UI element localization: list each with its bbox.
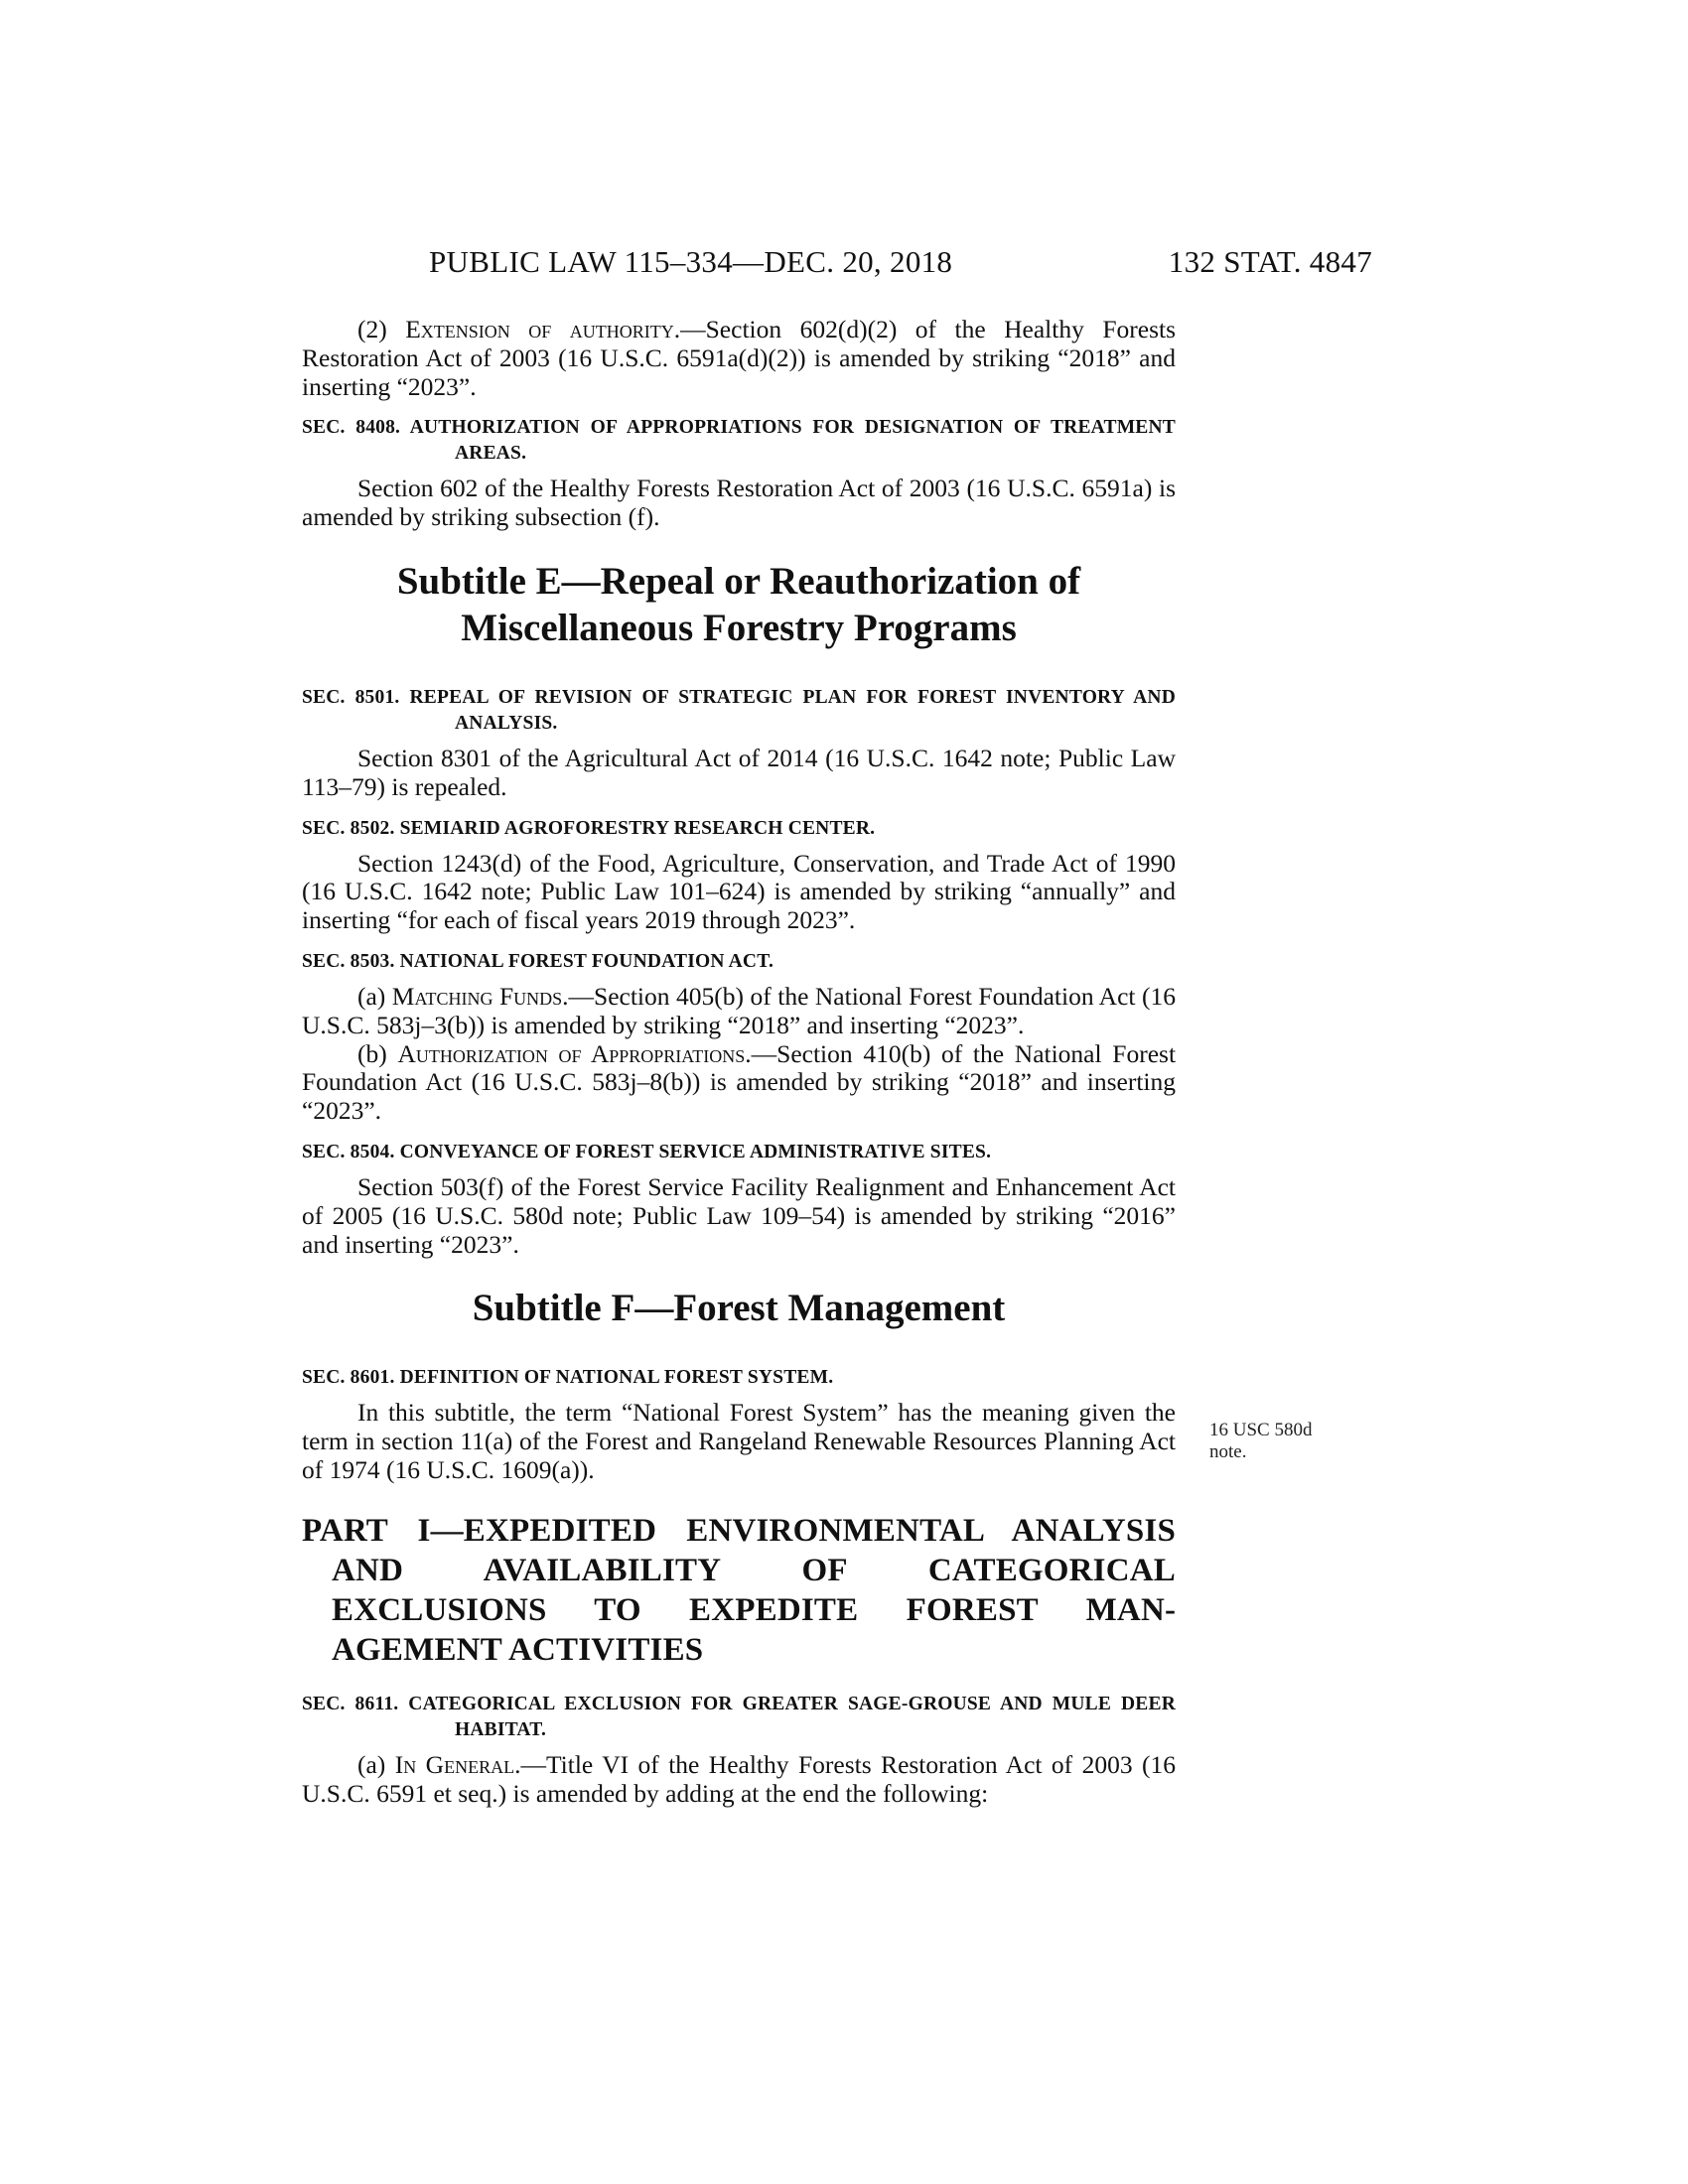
subtitle-f-heading: Subtitle F—Forest Management — [472, 1287, 1006, 1330]
section-heading-8408: SEC. 8408. AUTHORIZATION OF APPROPRIATIONS FOR DESIGNATION OF TREATMENT AREAS. — [302, 417, 1176, 465]
running-head — [429, 244, 1372, 284]
law-title: PUBLIC LAW 115–334—DEC. 20, 2018 — [429, 244, 953, 279]
section-text-8408: Section 602 of the Healthy Forests Restoration Act of 2003 (16 U.S.C. 6591a) is amended by striking subsection (f). — [302, 474, 1176, 532]
section-heading-8502: SEC. 8502. SEMIARID AGROFORESTRY RESEARCH CENTER. — [302, 817, 876, 839]
section-heading-8501: SEC. 8501. REPEAL OF REVISION OF STRATEGIC PLAN FOR FOREST INVENTORY AND ANALYSIS. — [302, 686, 1176, 734]
section-text-8601: In this subtitle, the term “National Forest System” has the meaning given the term in section 11(a) of the Forest and Rangeland Renewable Resources Planning Act of 1974 (16 U.S.C. 1609(a)). — [302, 1398, 1176, 1484]
margin-note: 16 USC 580d note. — [1209, 1420, 1313, 1462]
section-heading-8601: SEC. 8601. DEFINITION OF NATIONAL FOREST SYSTEM. — [302, 1367, 834, 1389]
subsection-in-general: (a) In General.—Title VI of the Healthy Forests Restoration Act of 2003 (16 U.S.C. 6591 et seq.) is amended by adding at the end the following: — [302, 1749, 1177, 1808]
section-text-8501: Section 8301 of the Agricultural Act of 2014 (16 U.S.C. 1642 note; Public Law 113–79) is repealed. — [302, 743, 1176, 801]
section-heading-8504: SEC. 8504. CONVEYANCE OF FOREST SERVICE ADMINISTRATIVE SITES. — [302, 1141, 992, 1162]
section-heading-8611: SEC. 8611. CATEGORICAL EXCLUSION FOR GREATER SAGE-GROUSE AND MULE DEER HABITAT. — [302, 1693, 1176, 1740]
subsection-heading: Authorization of Appropriations — [397, 1038, 746, 1068]
subtitle-e-heading: Subtitle E—Repeal or Reauthorization of Miscellaneous Forestry Programs — [396, 559, 1081, 649]
paragraph-heading: Extension of authority — [405, 315, 674, 343]
statute-page-number: 132 STAT. 4847 — [1168, 244, 1372, 279]
section-heading-8503: SEC. 8503. NATIONAL FOREST FOUNDATION ACT. — [302, 950, 774, 972]
part-i-heading: PART I—EXPEDITED ENVIRONMENTAL ANALYSIS AND AVAILABILITY OF CATEGORICAL EXCLUSIONS TO EXPEDITE FOREST MANAGEMENT ACTIVITIES — [302, 1512, 1176, 1668]
section-text-8504: Section 503(f) of the Forest Service Facility Realignment and Enhancement Act of 2005 (16 U.S.C. 580d note; Public Law 109–54) is amended by striking “2016” and inserting “2023”. — [302, 1171, 1176, 1259]
subsection-authorization: (b) Authorization of Appropriations.—Section 410(b) of the National Forest Foundation Act (16 U.S.C. 583j–8(b)) is amended by striking “2018” and inserting “2023”. — [302, 1038, 1177, 1126]
subsection-matching-funds: (a) Matching Funds.—Section 405(b) of the National Forest Foundation Act (16 U.S.C. 583j–3(b)) is amended by striking “2018” and inserting “2023”. — [302, 981, 1176, 1039]
paragraph-extension-of-authority: (2) Extension of authority.—Section 602(d)(2) of the Healthy Forests Restoration Act of 2003 (16 U.S.C. 6591a(d)(2)) is amended by striking “2018” and inserting “2023”. — [302, 315, 1177, 401]
body-column — [302, 316, 1176, 1808]
section-text-8502: Section 1243(d) of the Food, Agriculture, Conservation, and Trade Act of 1990 (16 U.S.C. 1642 note; Public Law 101–624) is amended by striking “annually” and inserting “for each of fiscal years 2019 through 2023”. — [302, 848, 1176, 935]
subsection-heading: In General — [394, 1749, 515, 1779]
subsection-heading: Matching Funds — [391, 981, 563, 1011]
